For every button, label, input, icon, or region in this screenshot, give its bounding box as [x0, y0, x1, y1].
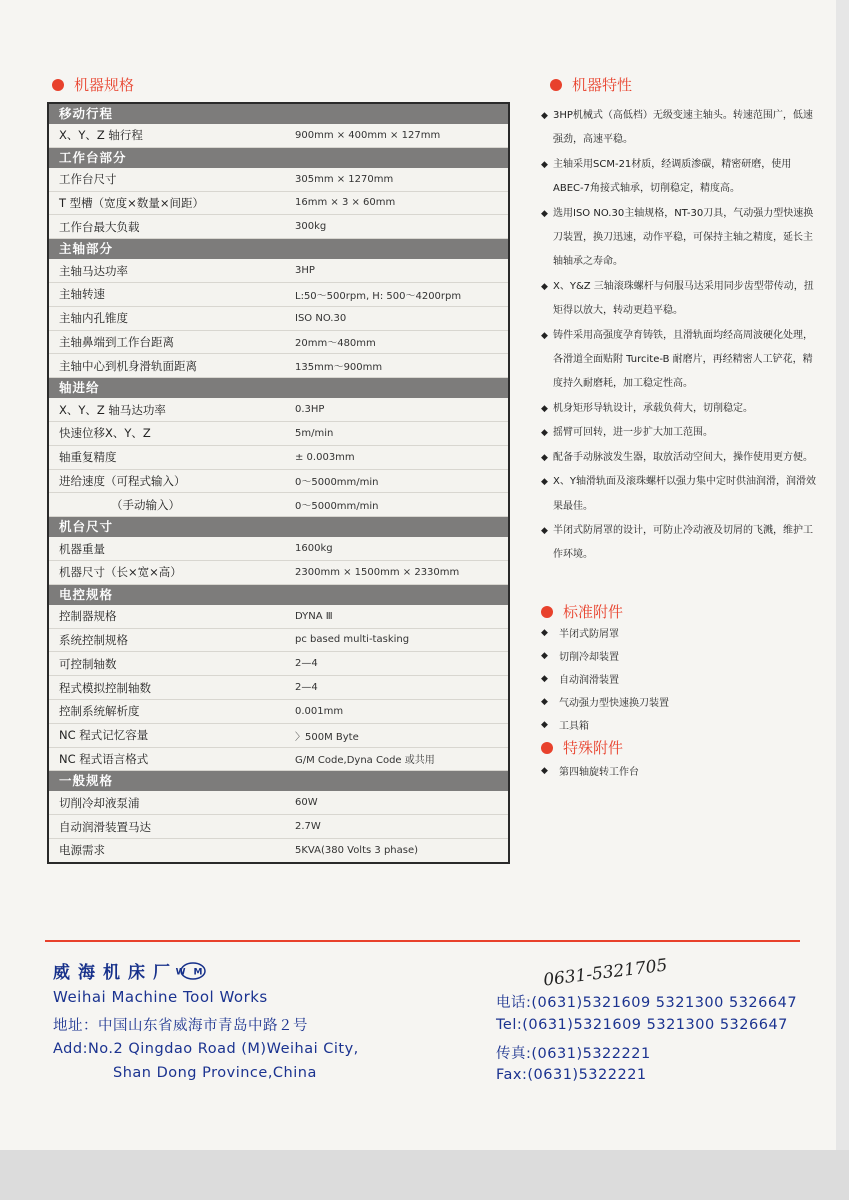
red-bullet-icon — [52, 79, 64, 91]
scan-edge-bottom — [0, 1150, 849, 1200]
diamond-bullet-icon: ◆ — [541, 111, 548, 121]
feature-text: 摇臂可回转，进一步扩大加工范围。 — [553, 427, 713, 439]
accessory-text: 工具箱 — [559, 721, 589, 732]
spec-value: ISO NO.30 — [295, 312, 347, 324]
spec-value: 305mm × 1270mm — [295, 173, 394, 185]
spec-category-header: 一般规格 — [49, 771, 508, 791]
spec-label: 主轴转速 — [59, 287, 105, 302]
footer-divider — [45, 940, 800, 942]
accessory-text: 气动强力型快速换刀装置 — [559, 698, 669, 709]
spec-value: L:50～500rpm, H: 500～4200rpm — [295, 290, 462, 302]
spec-value: 0.3HP — [295, 404, 325, 416]
feature-item — [541, 470, 817, 519]
spec-row — [49, 422, 508, 446]
spec-row — [49, 815, 508, 839]
red-bullet-icon — [550, 79, 562, 91]
spec-value: 0.001mm — [295, 705, 344, 717]
accessory-item — [541, 759, 811, 782]
diamond-bullet-icon: ◆ — [541, 673, 548, 684]
accessory-text: 自动润滑装置 — [559, 675, 619, 686]
spec-label: NC 程式语言格式 — [59, 751, 149, 766]
diamond-bullet-icon: ◆ — [541, 208, 548, 219]
spec-label: 程式模拟控制轴数 — [59, 680, 151, 695]
spec-value: 2.7W — [295, 821, 321, 833]
spec-row — [49, 652, 508, 676]
spec-table — [47, 102, 510, 864]
spec-value: G/M Code,Dyna Code 或共用 — [295, 755, 435, 767]
diamond-bullet-icon: ◆ — [541, 719, 548, 730]
accessory-item — [541, 621, 811, 644]
spec-category-header: 电控规格 — [49, 585, 508, 605]
diamond-bullet-icon: ◆ — [541, 525, 548, 536]
feature-item — [541, 421, 817, 445]
spec-label: 机器重量 — [59, 541, 105, 556]
handwritten-note: 0631-5321705 — [542, 955, 669, 991]
spec-label: 轴重复精度 — [59, 450, 117, 465]
diamond-bullet-icon: ◆ — [541, 765, 548, 776]
spec-row — [49, 676, 508, 700]
spec-row — [49, 791, 508, 815]
diamond-bullet-icon: ◆ — [541, 696, 548, 707]
feature-text: 选用ISO NO.30主轴规格，NT-30刀具，气动强力型快速换刀装置，换刀迅速，动作平稳，可保持主轴之精度，延长主轴轴承之寿命。 — [553, 207, 814, 268]
spec-row — [49, 283, 508, 307]
address-cn: 地址：中国山东省威海市青岛中路２号 — [53, 1018, 308, 1034]
spec-row — [49, 493, 508, 517]
spec-value: 2300mm × 1500mm × 2330mm — [295, 566, 460, 578]
spec-label: 可控制轴数 — [59, 656, 117, 671]
features-heading: 机器特性 — [550, 74, 632, 95]
spec-label: 自动润滑装置马达 — [59, 819, 151, 834]
address-en-line2: Shan Dong Province,China — [113, 1065, 317, 1081]
fax-en: Fax:(0631)5322221 — [496, 1067, 647, 1083]
special-accessories-list — [541, 759, 811, 782]
diamond-bullet-icon: ◆ — [541, 330, 548, 341]
feature-text: 3HP机械式（高低档）无级变速主轴头。转速范围广，低速强劲，高速平稳。 — [553, 110, 813, 146]
spec-category-header: 移动行程 — [49, 104, 508, 124]
spec-label: 主轴马达功率 — [59, 263, 128, 278]
scan-edge-right — [836, 0, 849, 1200]
feature-text: X、Y轴滑轨面及滚珠螺杆以强力集中定时供油润滑，润滑效果最佳。 — [553, 476, 816, 512]
spec-label: 工作台尺寸 — [59, 172, 117, 187]
spec-value: 2—4 — [295, 682, 318, 694]
spec-value: 20mm～480mm — [295, 338, 376, 350]
spec-label: 快速位移X、Y、Z — [59, 426, 151, 441]
spec-row — [49, 537, 508, 561]
spec-row — [49, 215, 508, 239]
company-logo-icon — [175, 962, 211, 980]
spec-label: 机器尺寸（长×宽×高） — [59, 565, 182, 580]
spec-row — [49, 354, 508, 378]
feature-item — [541, 324, 817, 397]
special-accessories-heading: 特殊附件 — [541, 737, 623, 758]
accessory-text: 第四轴旋转工作台 — [559, 767, 639, 778]
spec-row — [49, 259, 508, 283]
spec-category-header: 主轴部分 — [49, 239, 508, 259]
feature-text: X、Y&Z 三轴滚珠螺杆与伺服马达采用同步齿型带传动，扭矩得以放大，转动更趋平稳。 — [553, 280, 814, 317]
spec-value: pc based multi-tasking — [295, 634, 410, 646]
spec-row — [49, 192, 508, 216]
spec-category-header: 工作台部分 — [49, 148, 508, 168]
company-name-cn: 威海机床厂 WM — [53, 963, 211, 983]
fax-cn: 传真:(0631)5322221 — [496, 1046, 651, 1062]
spec-row — [49, 700, 508, 724]
features-list — [541, 104, 817, 568]
spec-value: 60W — [295, 797, 318, 809]
spec-label: X、Y、Z 轴行程 — [59, 128, 143, 143]
feature-item — [541, 446, 817, 470]
spec-value: 0～5000mm/min — [295, 477, 379, 489]
spec-label: X、Y、Z 轴马达功率 — [59, 402, 166, 417]
spec-row — [49, 307, 508, 331]
spec-value: 2—4 — [295, 658, 318, 670]
feature-text: 配备手动脉波发生器，取放活动空间大，操作使用更方便。 — [553, 451, 813, 463]
accessory-item — [541, 690, 811, 713]
diamond-bullet-icon: ◆ — [541, 627, 548, 638]
spec-row — [49, 470, 508, 494]
spec-value: 5m/min — [295, 427, 334, 439]
diamond-bullet-icon: ◆ — [541, 403, 548, 414]
accessory-item — [541, 713, 811, 736]
spec-value: 16mm × 3 × 60mm — [295, 197, 396, 209]
company-name-en: Weihai Machine Tool Works — [53, 988, 268, 1006]
spec-value: 3HP — [295, 265, 315, 277]
accessory-item — [541, 667, 811, 690]
address-en-line1: Add:No.2 Qingdao Road (M)Weihai City, — [53, 1041, 359, 1057]
spec-label: （手动输入） — [111, 497, 180, 512]
feature-text: 半闭式防屑罩的设计，可防止冷动液及切屑的飞溅，维护工作环境。 — [553, 524, 813, 561]
diamond-bullet-icon: ◆ — [541, 428, 548, 439]
feature-text: 机身矩形导轨设计，承载负荷大，切削稳定。 — [553, 402, 753, 414]
spec-row — [49, 748, 508, 772]
spec-value: 900mm × 400mm × 127mm — [295, 129, 441, 141]
phone-cn: 电话:(0631)5321609 5321300 5326647 — [496, 995, 798, 1011]
diamond-bullet-icon: ◆ — [541, 159, 548, 170]
spec-label: 主轴中心到机身滑轨面距离 — [59, 358, 197, 373]
spec-value: 〉500M Byte — [295, 731, 359, 743]
spec-label: 切削冷却液泵浦 — [59, 795, 140, 810]
spec-label: 电源需求 — [59, 843, 105, 858]
red-bullet-icon — [541, 742, 553, 754]
feature-item — [541, 104, 817, 153]
spec-label: 控制系统解析度 — [59, 704, 140, 719]
accessory-text: 半闭式防屑罩 — [559, 629, 619, 640]
red-bullet-icon — [541, 606, 553, 618]
spec-row — [49, 724, 508, 748]
spec-row — [49, 561, 508, 585]
feature-text: 主轴采用SCM-21材质，经调质渗碳，精密研磨，使用ABEC-7角接式轴承，切削稳定，精度高。 — [553, 158, 792, 195]
spec-category-header: 轴进给 — [49, 378, 508, 398]
diamond-bullet-icon: ◆ — [541, 281, 548, 292]
diamond-bullet-icon: ◆ — [541, 650, 548, 661]
spec-label: 主轴鼻端到工作台距离 — [59, 334, 174, 349]
spec-row — [49, 331, 508, 355]
spec-label: NC 程式记忆容量 — [59, 728, 149, 743]
spec-label: T 型槽（宽度×数量×间距） — [59, 195, 204, 210]
spec-row — [49, 605, 508, 629]
spec-row — [49, 398, 508, 422]
phone-en: Tel:(0631)5321609 5321300 5326647 — [496, 1017, 788, 1033]
spec-row — [49, 168, 508, 192]
spec-label: 系统控制规格 — [59, 632, 128, 647]
feature-item — [541, 202, 817, 275]
spec-row — [49, 446, 508, 470]
spec-value: 300kg — [295, 221, 327, 233]
feature-item — [541, 519, 817, 568]
accessory-text: 切削冷却装置 — [559, 652, 619, 663]
standard-accessories-heading: 标准附件 — [541, 601, 623, 622]
spec-category-header: 机台尺寸 — [49, 517, 508, 537]
spec-value: ± 0.003mm — [295, 451, 355, 463]
spec-row — [49, 124, 508, 148]
feature-text: 铸件采用高强度孕育铸铁，且滑轨面均经高周波硬化处理，各滑道全面贴附 Turcite-B 耐磨片，再经精密人工铲花，精度持久耐磨耗，加工稳定性高。 — [553, 329, 813, 390]
feature-item — [541, 153, 817, 202]
svg-text:WM: WM — [175, 967, 211, 977]
diamond-bullet-icon: ◆ — [541, 452, 548, 463]
spec-value: 0～5000mm/min — [295, 501, 379, 513]
spec-label: 主轴内孔锥度 — [59, 311, 128, 326]
spec-value: 5KVA(380 Volts 3 phase) — [295, 844, 419, 856]
spec-label: 控制器规格 — [59, 609, 117, 624]
spec-value: DYNA Ⅲ — [295, 610, 333, 622]
feature-item — [541, 275, 817, 324]
spec-value: 135mm～900mm — [295, 362, 383, 374]
diamond-bullet-icon: ◆ — [541, 477, 548, 488]
spec-label: 进给速度（可程式输入） — [59, 473, 186, 488]
standard-accessories-list — [541, 621, 811, 736]
spec-value: 1600kg — [295, 543, 333, 555]
accessory-item — [541, 644, 811, 667]
spec-row — [49, 839, 508, 862]
spec-label: 工作台最大负载 — [59, 219, 140, 234]
spec-row — [49, 629, 508, 653]
feature-item — [541, 397, 817, 421]
specs-heading: 机器规格 — [52, 74, 134, 95]
